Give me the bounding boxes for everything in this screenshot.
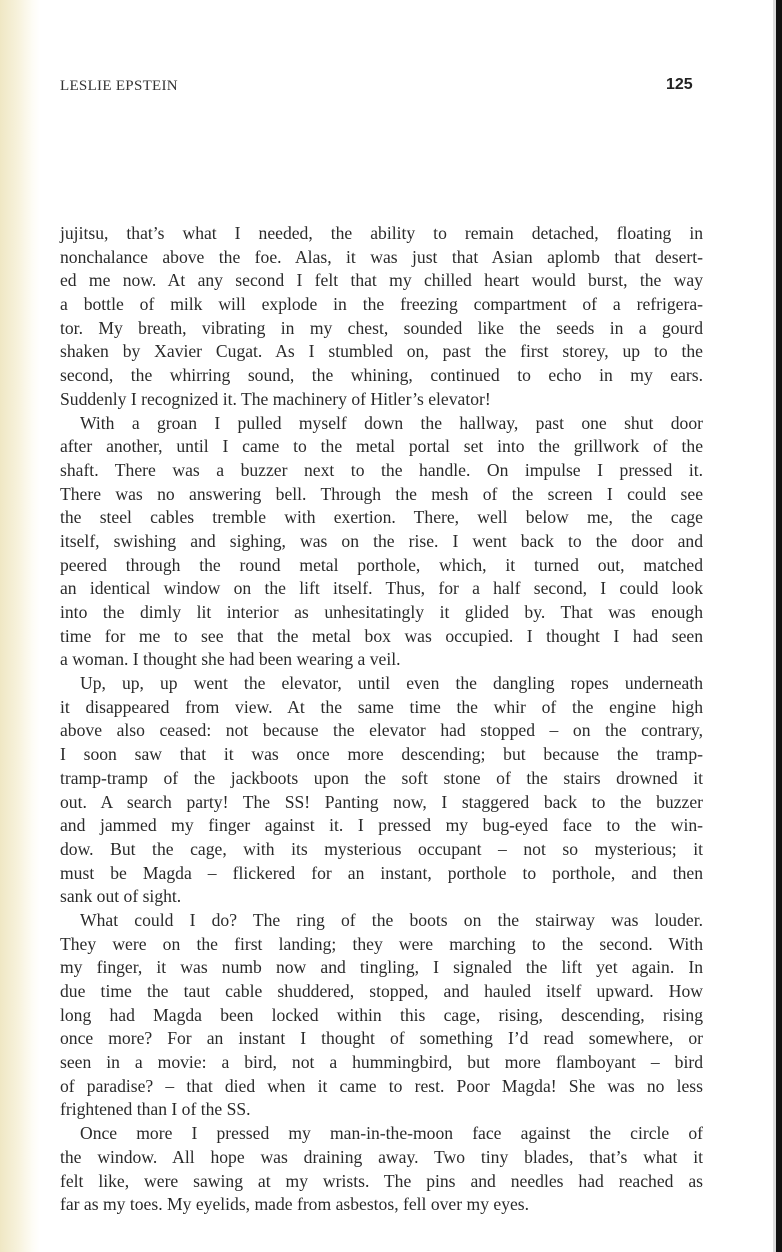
paragraph xyxy=(60,222,703,412)
page-gutter-shadow xyxy=(0,0,40,1252)
text-line: shaft. There was a buzzer next to the handle. On impulse I pressed it. xyxy=(60,459,703,480)
text-line: once more? For an instant I thought of something I’d read somewhere, or xyxy=(60,1028,703,1049)
scan-border xyxy=(776,0,782,1252)
text-line: They were on the first landing; they were marching to the second. With xyxy=(60,933,703,954)
text-line: an identical window on the lift itself. Thus, for a half second, I could look xyxy=(60,578,703,599)
text-line: shaken by Xavier Cugat. As I stumbled on, past the first storey, up to the xyxy=(60,341,703,362)
text-line: Suddenly I recognized it. The machinery of Hitler’s elevator! xyxy=(60,388,491,409)
text-line: itself, swishing and sighing, was on the rise. I went back to the door and xyxy=(60,530,703,551)
paragraph xyxy=(60,672,703,909)
text-line: I soon saw that it was once more descending; but because the tramp- xyxy=(60,744,703,765)
text-line: seen in a movie: a bird, not a hummingbird, but more flamboyant – bird xyxy=(60,1052,703,1073)
text-line: tramp-tramp of the jackboots upon the soft stone of the stairs drowned it xyxy=(60,767,703,788)
text-line: There was no answering bell. Through the mesh of the screen I could see xyxy=(60,483,703,504)
text-line: long had Magda been locked within this cage, rising, descending, rising xyxy=(60,1004,703,1025)
text-line: sank out of sight. xyxy=(60,886,182,907)
text-line: after another, until I came to the metal portal set into the grillwork of the xyxy=(60,436,703,457)
text-line: What could I do? The ring of the boots on the stairway was louder. xyxy=(80,909,703,930)
text-line: jujitsu, that’s what I needed, the ability to remain detached, floating in xyxy=(60,223,703,243)
text-line: of paradise? – that died when it came to rest. Poor Magda! She was no less xyxy=(60,1075,703,1096)
text-line: a bottle of milk will explode in the freezing compartment of a refrigera- xyxy=(60,294,703,315)
text-line: ed me now. At any second I felt that my chilled heart would burst, the way xyxy=(60,270,703,291)
text-line: my finger, it was numb now and tingling, I signaled the lift yet again. In xyxy=(60,957,703,978)
text-line: peered through the round metal porthole, which, it turned out, matched xyxy=(60,554,703,575)
text-line: a woman. I thought she had been wearing a veil. xyxy=(60,649,401,670)
text-line: far as my toes. My eyelids, made from asbestos, fell over my eyes. xyxy=(60,1194,530,1215)
text-line: tor. My breath, vibrating in my chest, sounded like the seeds in a gourd xyxy=(60,317,703,338)
text-line: dow. But the cage, with its mysterious occupant – not so mysterious; it xyxy=(60,838,703,859)
paragraph xyxy=(60,1122,703,1217)
text-line: second, the whirring sound, the whining, continued to echo in my ears. xyxy=(60,365,703,386)
text-line: time for me to see that the metal box was occupied. I thought I had seen xyxy=(60,625,703,646)
text-line: Once more I pressed my man-in-the-moon face against the circle of xyxy=(80,1123,703,1144)
running-header-author: LESLIE EPSTEIN xyxy=(60,78,178,94)
text-line: must be Magda – flickered for an instant, porthole to porthole, and then xyxy=(60,862,703,883)
text-line: and jammed my finger against it. I pressed my bug-eyed face to the win- xyxy=(60,815,703,836)
paragraph xyxy=(60,412,703,673)
text-line: due time the taut cable shuddered, stopped, and hauled itself upward. How xyxy=(60,981,703,1001)
text-line: the window. All hope was draining away. Two tiny blades, that’s what it xyxy=(60,1146,703,1167)
text-line: it disappeared from view. At the same time the whir of the engine high xyxy=(60,696,703,717)
text-line: into the dimly lit interior as unhesitatingly it glided by. That was enough xyxy=(60,602,703,622)
text-line: the steel cables tremble with exertion. There, well below me, the cage xyxy=(60,507,703,528)
text-line: above also ceased: not because the elevator had stopped – on the contrary, xyxy=(60,720,703,741)
page-number: 125 xyxy=(666,76,693,93)
body-text xyxy=(60,222,703,1217)
text-line: nonchalance above the foe. Alas, it was just that Asian aplomb that desert- xyxy=(60,246,703,267)
text-line: Up, up, up went the elevator, until even the dangling ropes underneath xyxy=(80,673,703,694)
text-line: With a groan I pulled myself down the hallway, past one shut door xyxy=(80,412,703,433)
text-line: felt like, were sawing at my wrists. The pins and needles had reached as xyxy=(60,1170,703,1191)
text-line: out. A search party! The SS! Panting now, I staggered back to the buzzer xyxy=(60,791,703,812)
paragraph xyxy=(60,909,703,1122)
text-line: frightened than I of the SS. xyxy=(60,1099,251,1120)
